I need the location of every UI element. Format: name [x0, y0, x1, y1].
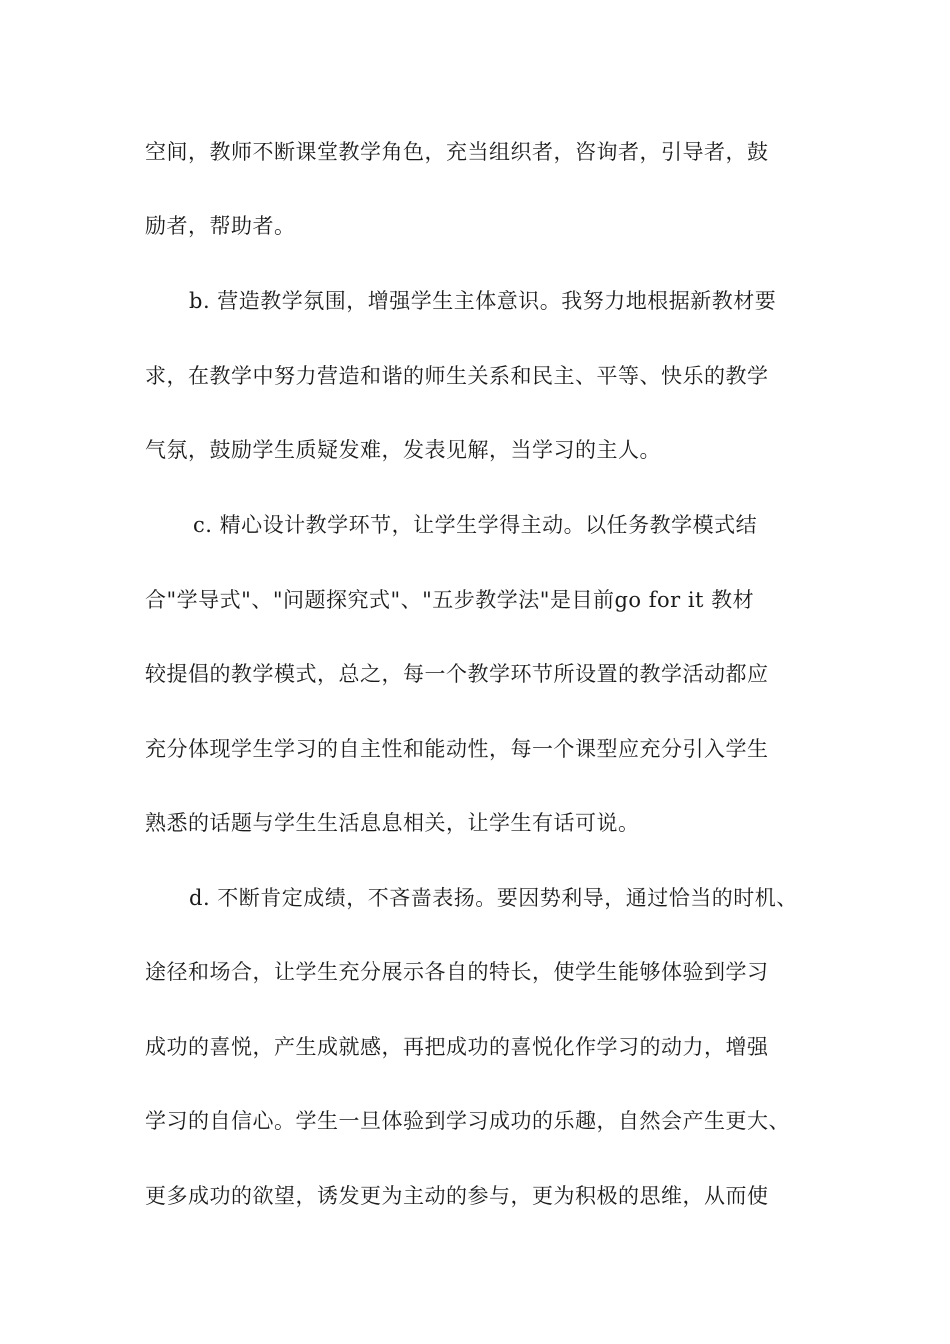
paragraph-d-start: d. 不断肯定成绩，不吝啬表扬。要因势利导，通过恰当的时机、 — [189, 886, 798, 910]
text-line: 熟悉的话题与学生生活息息相关，让学生有话可说。 — [145, 811, 640, 835]
text-line: 更多成功的欲望，诱发更为主动的参与，更为积极的思维，从而使 — [145, 1184, 769, 1208]
text-line: 成功的喜悦，产生成就感，再把成功的喜悦化作学习的动力，增强 — [145, 1035, 769, 1059]
text-line: 励者，帮助者。 — [145, 214, 296, 238]
paragraph-c-start: c. 精心设计教学环节，让学生学得主动。以任务教学模式结 — [193, 513, 758, 537]
paragraph-b-start: b. 营造教学氛围，增强学生主体意识。我努力地根据新教材要 — [189, 289, 777, 313]
text-line: 途径和场合，让学生充分展示各自的特长，使学生能够体验到学习 — [145, 960, 769, 984]
text-line: 充分体现学生学习的自主性和能动性，每一个课型应充分引入学生 — [145, 737, 769, 761]
text-line: 空间，教师不断课堂教学角色，充当组织者，咨询者，引导者，鼓 — [145, 140, 769, 164]
text-line: 合"学导式"、"问题探究式"、"五步教学法"是目前go for it 教材 — [145, 588, 755, 612]
text-line: 气氛，鼓励学生质疑发难，发表见解，当学习的主人。 — [145, 438, 661, 462]
text-line: 求，在教学中努力营造和谐的师生关系和民主、平等、快乐的教学 — [145, 364, 769, 388]
text-line: 学习的自信心。学生一旦体验到学习成功的乐趣，自然会产生更大、 — [145, 1109, 790, 1133]
text-line: 较提倡的教学模式，总之，每一个教学环节所设置的教学活动都应 — [145, 662, 769, 686]
